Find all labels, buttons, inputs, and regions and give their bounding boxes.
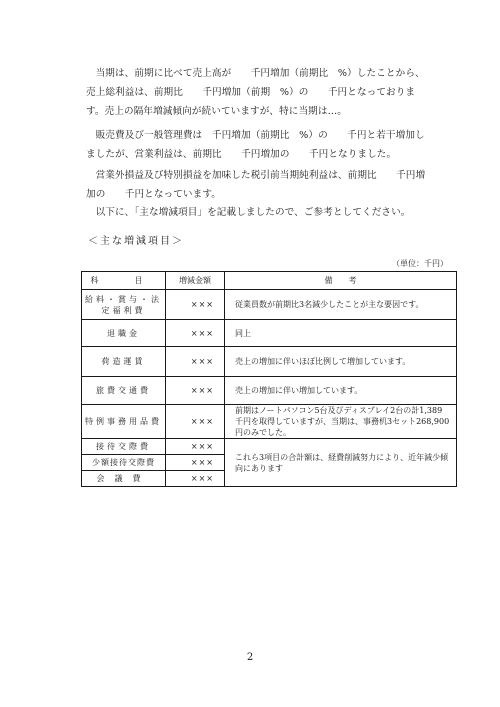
paragraph-pretax-profit: 営業外損益及び特別損益を加味した税引前当期純利益は、前期比 千円増加の 千円となっています。 (86, 170, 426, 200)
item-cell: 接待交際費 (82, 439, 166, 455)
amount-cell: ××× (166, 439, 225, 455)
merged-note-cell: これら3項目の合計額は、経費削減努力により、近年減少傾向にあります (225, 439, 457, 487)
note-cell: 前期はノートパソコン5台及びディスプレイ2台の計1,389千円を取得していますが、当期は、事務机3セット268,900円のみでした。 (225, 405, 457, 439)
paragraph-reference-note: 以下に、「主な増減項目」を記載しましたので、ご参考としてください。 (95, 207, 411, 218)
note-cell: 同上 (225, 320, 457, 347)
table-row (82, 377, 457, 405)
item-cell: 退職金 (82, 320, 166, 347)
table-row (82, 347, 457, 377)
amount-cell: ××× (166, 405, 225, 439)
amount-cell: ××× (166, 471, 225, 487)
paragraph-operating-profit: 販売費及び一般管理費は 千円増加（前期比 %）の 千円と若干増加しましたが、営業利益は、前期比 千円増加の 千円となりました。 (86, 130, 425, 160)
header-item: 科 目 (82, 272, 166, 290)
section-heading: ＜主な増減項目＞ (88, 236, 184, 247)
amount-cell: ××× (166, 347, 225, 377)
header-amount: 増減金額 (166, 272, 225, 290)
item-cell: 旅費交通費 (82, 377, 166, 405)
table-row (82, 439, 457, 455)
note-cell: 売上の増加に伴いほぼ比例して増加しています。 (225, 347, 457, 377)
paragraph-gross-profit: 当期は、前期に比べて売上高が 千円増加（前期比 %）したことから、売上総利益は、前期比 千円増加（前期 %）の 千円となっております。売上の隔年増減傾向が続いていますが、特に当期は…。 (86, 68, 425, 117)
note-cell: 従業員数が前期比3名減少したことが主な要因です。 (225, 290, 457, 320)
item-cell: 特例事務用品費 (82, 405, 166, 439)
change-items-table (81, 271, 457, 487)
table-row (82, 320, 457, 347)
table-row (82, 405, 457, 439)
unit-label: （単位：千円） (392, 259, 448, 268)
item-cell: 会議費 (82, 471, 166, 487)
table-header-row (82, 272, 457, 290)
header-note: 備 考 (225, 272, 457, 290)
amount-cell: ××× (166, 290, 225, 320)
item-cell: 荷造運賃 (82, 347, 166, 377)
item-cell: 少額接待交際費 (82, 455, 166, 471)
amount-cell: ××× (166, 320, 225, 347)
amount-cell: ××× (166, 455, 225, 471)
amount-cell: ××× (166, 377, 225, 405)
item-cell: 給料・賞与・法定福利費 (82, 290, 166, 320)
page-number: 2 (246, 652, 254, 663)
note-cell: 売上の増加に伴い増加しています。 (225, 377, 457, 405)
table-row (82, 290, 457, 320)
